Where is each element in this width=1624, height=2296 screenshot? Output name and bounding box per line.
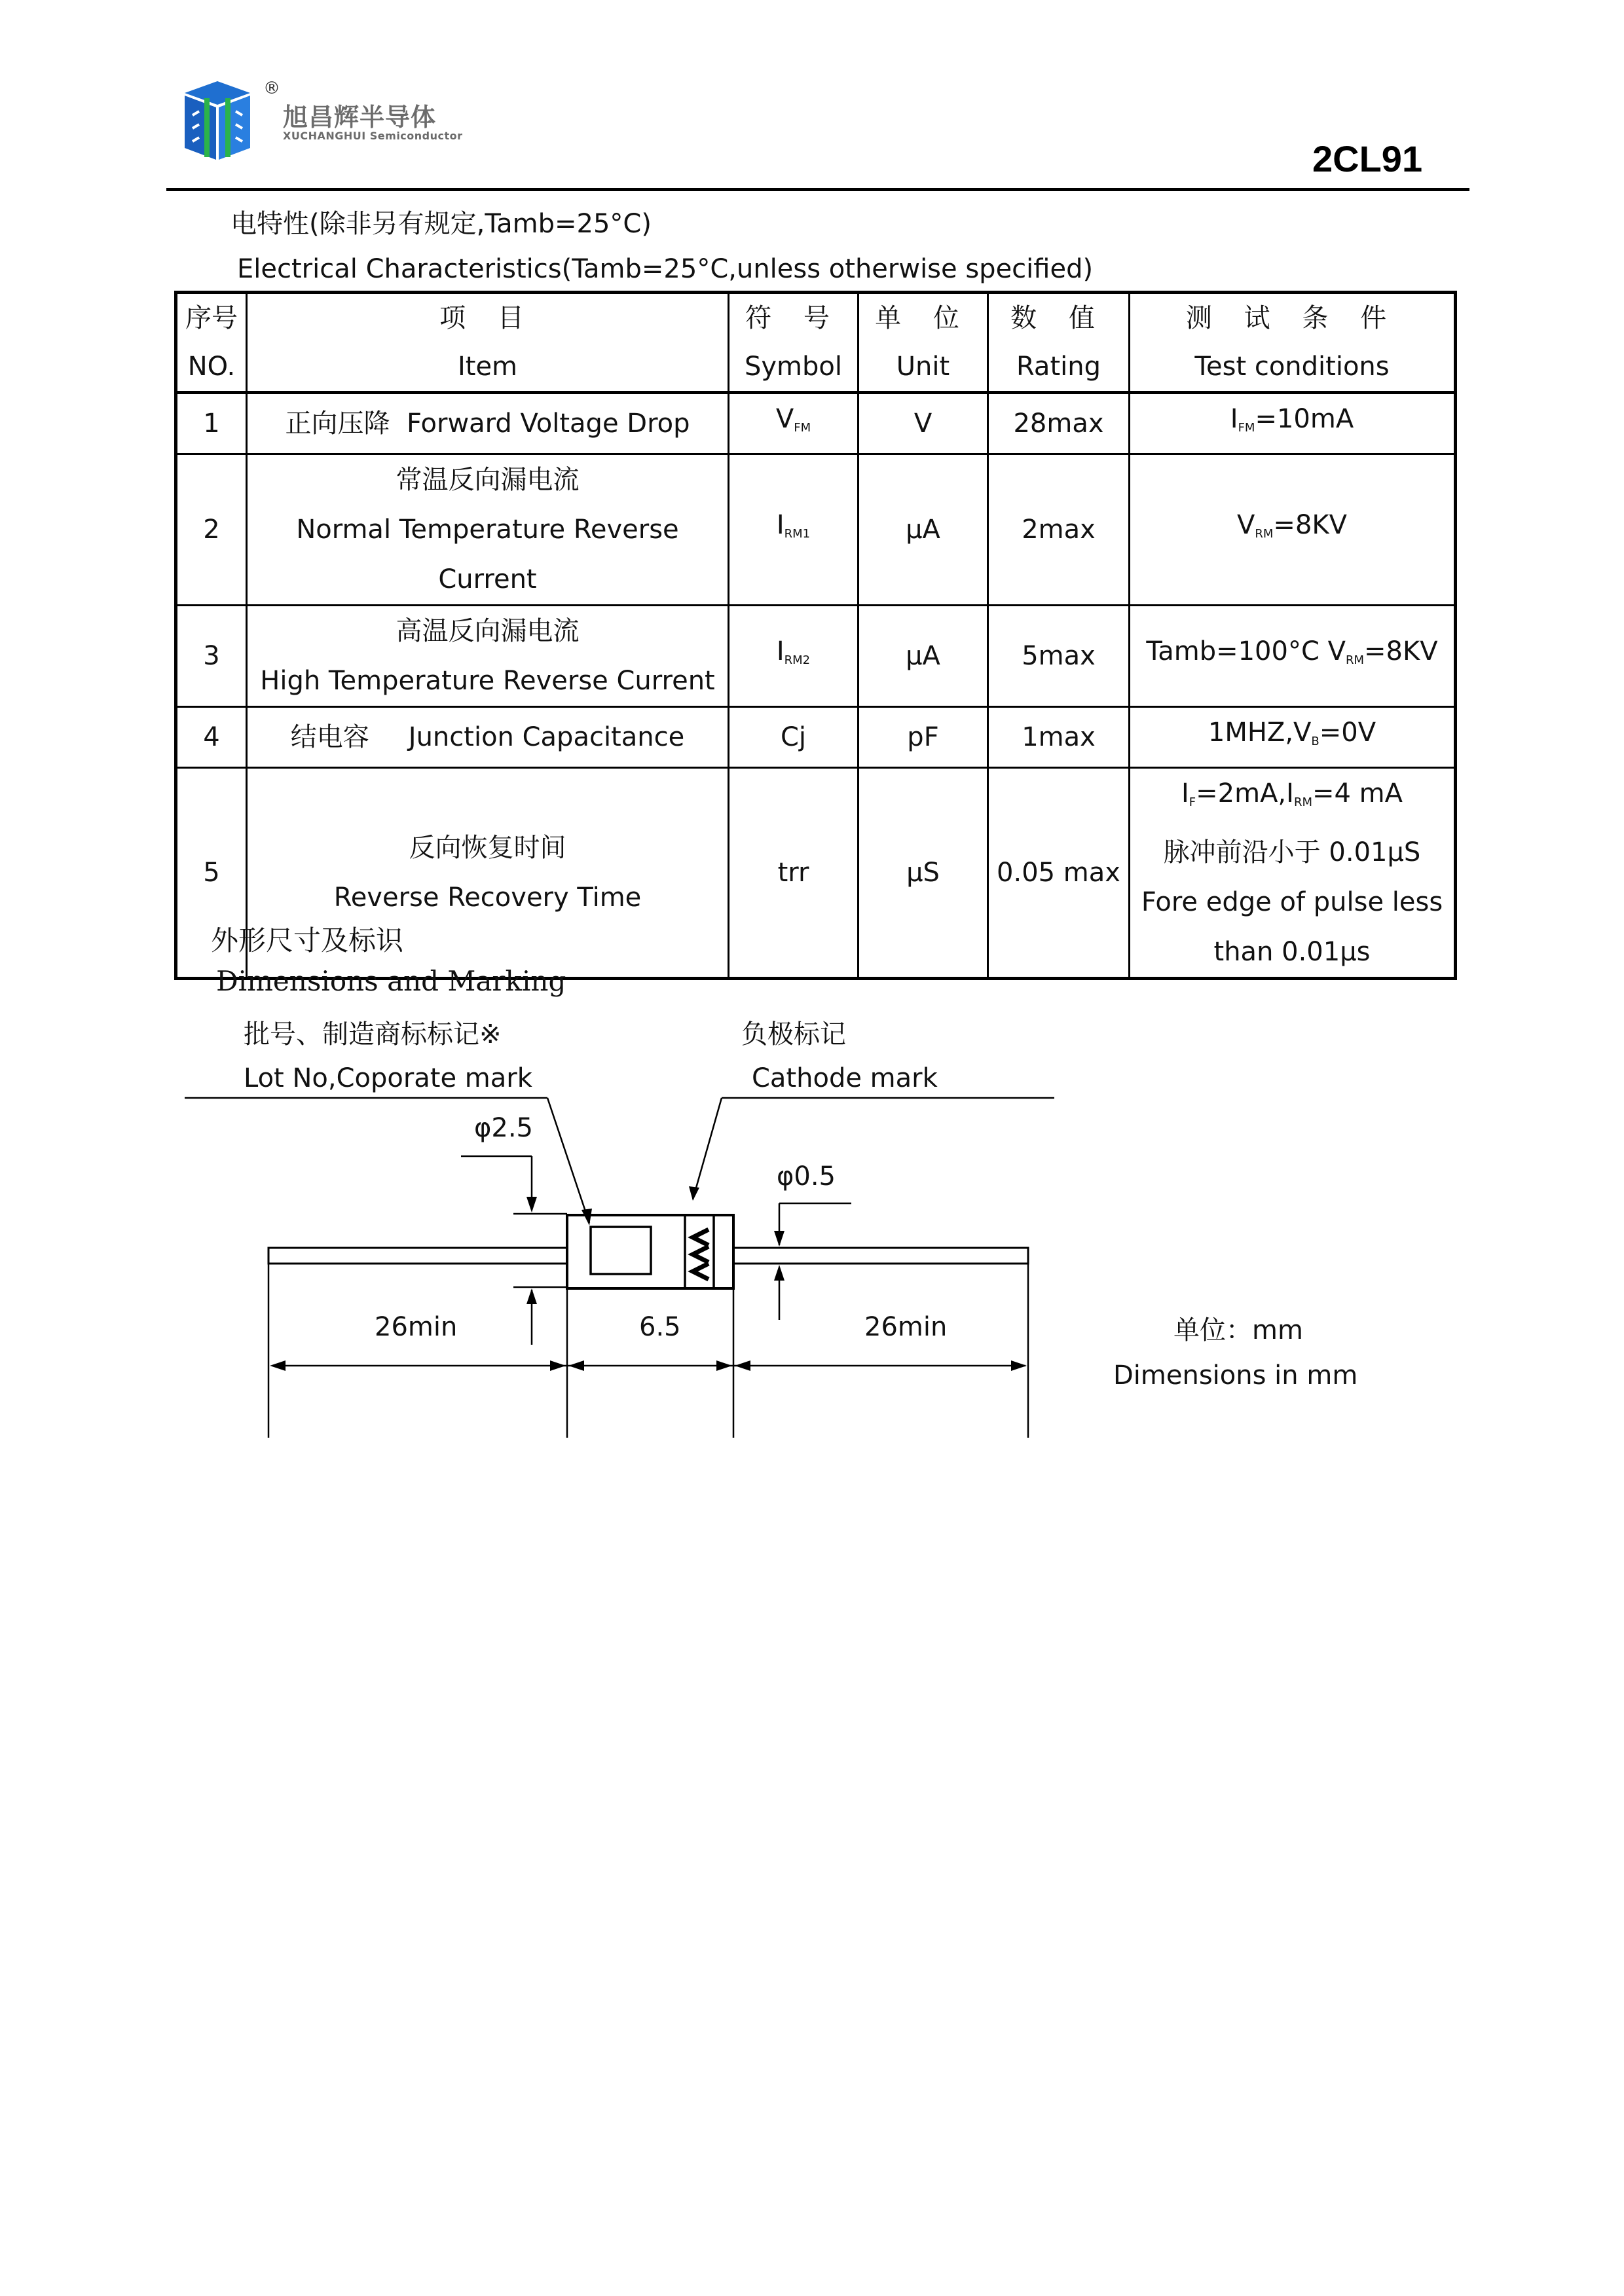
row-rating: 0.05 max bbox=[988, 768, 1130, 979]
row-no: 2 bbox=[176, 454, 247, 606]
units-label-cn: 单位：mm bbox=[1173, 1315, 1303, 1345]
row-conditions: $I_F=2mA,I_{RM}=4$ mA 脉冲前沿小于 0.01μS Fore edge of pulse less than 0.01μs bbox=[1130, 768, 1456, 979]
row-symbol: $I_{RM1}$ bbox=[729, 454, 858, 606]
row-conditions: $1MHZ,V_B=0V$ bbox=[1130, 707, 1456, 768]
row-rating: 28max bbox=[988, 393, 1130, 454]
logo-english-name: XUCHANGHUI Semiconductor bbox=[283, 130, 463, 142]
dimensions-title-cn: 外形尺寸及标识 bbox=[211, 924, 404, 957]
row-rating: 1max bbox=[988, 707, 1130, 768]
row-item: 结电容 Junction Capacitance bbox=[247, 707, 729, 768]
row-rating: 2max bbox=[988, 454, 1130, 606]
row-unit: μS bbox=[858, 768, 988, 979]
row-unit: pF bbox=[858, 707, 988, 768]
left-lead-length: 26min bbox=[375, 1312, 458, 1342]
units-label-en: Dimensions in mm bbox=[1113, 1360, 1358, 1391]
row-conditions: $I_{FM}=10mA$ bbox=[1130, 393, 1456, 454]
row-symbol: $V_{FM}$ bbox=[729, 393, 858, 454]
header-rating: 数 值 Rating bbox=[988, 293, 1130, 393]
registered-mark: ® bbox=[263, 79, 280, 98]
row-unit: V bbox=[858, 393, 988, 454]
row-no: 1 bbox=[176, 393, 247, 454]
row-symbol: Cj bbox=[729, 707, 858, 768]
row-symbol: $I_{RM2}$ bbox=[729, 606, 858, 707]
section-title-en: Electrical Characteristics(Tamb=25°C,unless otherwise specified) bbox=[237, 254, 1094, 284]
lead-diameter-label: φ0.5 bbox=[777, 1161, 836, 1192]
header-item: 项 目 Item bbox=[247, 293, 729, 393]
right-lead-length: 26min bbox=[864, 1312, 948, 1342]
logo-chinese-name: 旭昌辉半导体 bbox=[283, 103, 437, 132]
lot-mark-label-cn: 批号、制造商标标记※ bbox=[244, 1019, 502, 1049]
row-symbol: trr bbox=[729, 768, 858, 979]
header-no: 序号 NO. bbox=[176, 293, 247, 393]
row-unit: μA bbox=[858, 606, 988, 707]
header-conditions: 测 试 条 件 Test conditions bbox=[1130, 293, 1456, 393]
header-symbol: 符 号 Symbol bbox=[729, 293, 858, 393]
row-item: 反向恢复时间 Reverse Recovery Time bbox=[247, 768, 729, 979]
row-item: 正向压降 Forward Voltage Drop bbox=[247, 393, 729, 454]
body-diameter-label: φ2.5 bbox=[474, 1113, 533, 1143]
row-item: 常温反向漏电流 Normal Temperature Reverse Current bbox=[247, 454, 729, 606]
lot-mark-label-en: Lot No,Coporate mark bbox=[244, 1063, 532, 1093]
row-conditions: $V_{RM}=8KV$ bbox=[1130, 454, 1456, 606]
cathode-band-icon bbox=[693, 1230, 709, 1279]
row-unit: μA bbox=[858, 454, 988, 606]
row-rating: 5max bbox=[988, 606, 1130, 707]
body-length: 6.5 bbox=[639, 1312, 681, 1342]
header-unit: 单 位 Unit bbox=[858, 293, 988, 393]
row-no: 5 bbox=[176, 768, 247, 979]
cathode-mark-label-en: Cathode mark bbox=[752, 1063, 938, 1093]
row-item: 高温反向漏电流 High Temperature Reverse Current bbox=[247, 606, 729, 707]
row-no: 4 bbox=[176, 707, 247, 768]
row-conditions: Tamb=100°C $V_{RM}=8KV$ bbox=[1130, 606, 1456, 707]
model-number: 2CL91 bbox=[1312, 138, 1423, 179]
dimensions-title-en: Dimensions and Marking bbox=[216, 965, 566, 997]
section-title-cn: 电特性(除非另有规定,Tamb=25°C) bbox=[231, 209, 652, 239]
row-no: 3 bbox=[176, 606, 247, 707]
cathode-mark-label-cn: 负极标记 bbox=[741, 1019, 846, 1049]
